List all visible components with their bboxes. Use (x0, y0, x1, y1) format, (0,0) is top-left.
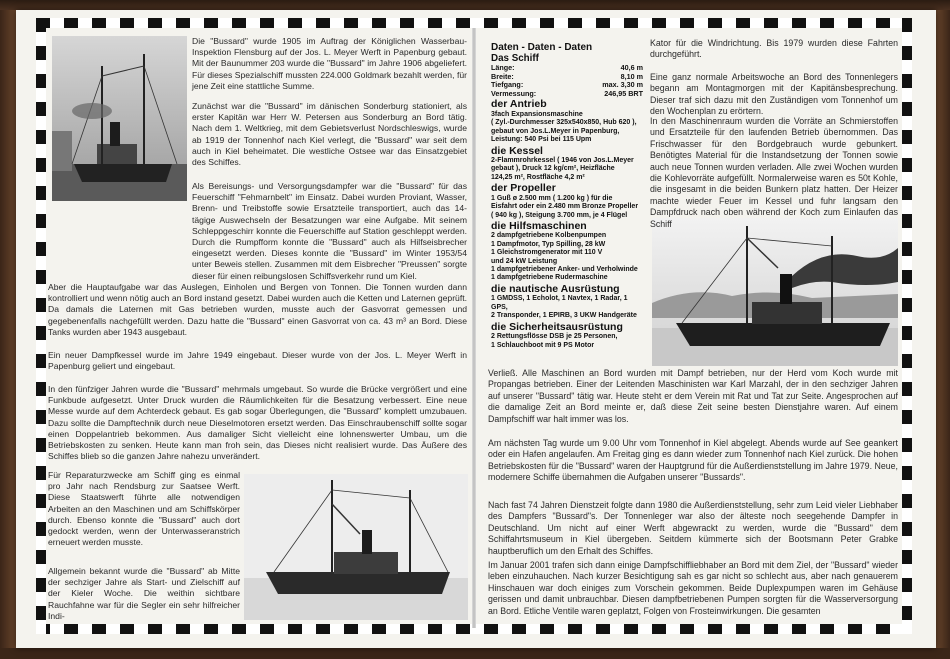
spec-line: 1 Dampfmotor, Typ Spilling, 28 kW (491, 240, 606, 248)
spec-heading-nautik: die nautische Ausrüstung (491, 282, 620, 295)
wood-background-right (936, 0, 950, 659)
spec-row: Breite: 8,10 m (491, 71, 643, 81)
spec-line: 2 dampfgetriebene Kolbenpumpen (491, 232, 607, 240)
spec-line: ( Zyl.-Durchmesser 325x540x850, Hub 620 ), (491, 119, 637, 127)
checker-border-right (902, 18, 912, 634)
spec-line: 2 Transponder, 1 EPIRB, 3 UKW Handgeräte (491, 312, 637, 320)
left-paragraph-6: In den fünfziger Jahren wurde die "Bussard" mehrmals umgebaut. So wurde die Brücke vergrößert und eine Funkbude aufgesetzt. Unter Druck wurden die Räumlichkeiten für die Besatzung verbessert. Eine neue Messe wurde auf dem Achterdeck gebaut. Es gab sogar Überlegungen, die "Bussard" komplett umzubauen. Dazu sollte die Dampftechnik durch neue Dieselmotoren ersetzt werden. Das Einschraubenschiff sollte sogar einen Doppelantrieb bekommen. Aus damaliger Sicht vielleicht eine lohnenswerter Umbau, um die Betriebskosten zu senken. Heute kann man froh sein, das Dieses nicht realisiert wurde. Das Äußere des Schiffes blieb so die ganzen Jahre nahezu unverändert. (48, 384, 467, 462)
specs-title: Daten - Daten - Daten (491, 42, 593, 53)
page-fold (472, 28, 476, 628)
spec-line: 2-Flammrohrkessel ( 1946 von Jos.L.Meyer (491, 157, 634, 164)
ship-photo-harbor (52, 36, 187, 201)
ship-photo-smoke (652, 218, 898, 366)
spec-line: Eisfahrt oder ein 2.480 mm Bronze Propeller (491, 203, 639, 211)
right-paragraph-4: Verließ. Alle Maschinen an Bord wurden mit Dampf betrieben, nur der Herd vom Koch wurde mit Propangas betrieben. Einer der Leitenden Maschinisten war Karl Marzahl, der in den sechziger Jahren auf unserer "Bussard" tätig war. Heute steht er dem Verein mit Rat und Tat zur Seite. Angesprochen auf die damalige Zeit an Bord meinte er, daß diese Zeit seine besten Dienstjahre waren. Auf einem Dampfschiff war halt immer was los. (488, 368, 898, 424)
spec-line: ( 940 kg ), Steigung 3.700 mm, je 4 Flügel (491, 211, 628, 219)
spec-line: 1 Gleichstromgenerator mit 110 V (491, 249, 603, 257)
spec-line: 1 Schlauchboot mit 9 PS Motor (491, 341, 595, 349)
spec-line: gebaut ), Druck 12 kg/cm², Heizfläche (491, 165, 615, 173)
checker-border-top (36, 18, 912, 28)
right-paragraph-1: Kator für die Windrichtung. Bis 1979 wurden diese Fahrten durchgeführt. (650, 38, 898, 60)
checker-border-left (36, 18, 46, 634)
spec-heading-hilfsmaschinen: die Hilfsmaschinen (491, 219, 587, 232)
spec-line: gebaut von Jos.L.Meyer in Papenburg, (491, 127, 620, 135)
spec-line: 2 Rettungsflösse DSB je 25 Personen, (491, 333, 618, 341)
spec-row: Vermessung: 246,95 BRT (491, 88, 643, 98)
spec-line: 1 dampfgetriebene Rudermaschine (491, 274, 608, 282)
left-paragraph-7: Für Reparaturzwecke am Schiff ging es einmal pro Jahr nach Rendsburg zur Saatsee Werft. Diese Staatswerft führte alle notwendigen Arbeiten an den Maschinen und am Schiffskörper durch. Ebenso konnte die "Bussard" auch dort gedockt werden, wenn der Unterwasseranstrich erneuert werden musste. (48, 470, 240, 548)
spec-line: 1 GMDSS, 1 Echolot, 1 Navtex, 1 Radar, 1 GPS, (491, 295, 628, 311)
left-paragraph-5: Ein neuer Dampfkessel wurde im Jahre 1949 eingebaut. Dieser wurde von der Jos. L. Meyer Werft in Papenburg geliert und eingebaut. (48, 350, 467, 372)
wood-background-top (0, 0, 950, 10)
right-paragraph-7: Im Januar 2001 trafen sich dann einige Dampfschiffliebhaber an Bord mit dem Ziel, der "Bussard" wieder leben einzuhauchen. Nach kurzer Besichtigung sah es gar nicht so schlecht aus, aber nach genauerem Hinschauen war doch einiges zum Vorschein gekommen. Beide Duplexpumpen waren im Gehäuse gerissen und damit unbrauchbar. Diesen dampfbetriebenen Pumpen sorgten für die Wasserversorgung an Bord. Etliche Ventile waren geplatzt, Folgen von Frosteinwirkungen. Die gesamten (488, 560, 898, 616)
spec-heading-antrieb: der Antrieb (491, 98, 547, 111)
right-paragraph-3: In den Maschinenraum wurden die Vorräte an Schmierstoffen und Ersatzteile für den laufenden Betrieb übernommen. Das Frischwasser für den Bordgebrauch wurde gebunkert. Benötigtes Material für die Instandsetzung der Tonnen sowie auch neue Tonnen wurden verladen. Alle zwei Wochen wurden die Kohlevorräte aufgefüllt. Normalerweise waren es 50t Kohle, die insgesamt in die beiden Bunkern platz hatten. Der Heizer machte wieder Feuer im Kessel und fuhr langsam den Dampfdruck nach oben während der Koch zum Einlaufen das Schiff (650, 116, 898, 229)
spec-line: 124,25 m², Rostfläche 4,2 m² (491, 173, 585, 181)
spec-line: und 24 kW Leistung (491, 257, 558, 265)
left-paragraph-3: Als Bereisungs- und Versorgungsdampfer war die "Bussard" für das Feuerschiff "Fehmarnbelt" im Einsatz. Dabei wurden Proviant, Wasser, Brenn- und Treibstoffe sowie Ersatzteile transportiert, auch das 14-tägige Auswechseln der Besatzungen war eine Aufgabe. Mit seinem Schleppgeschirr konnte die Feuerschiffe auf Station geschleppt werden. Durch die Rumpfform konnte die "Bussard" auch als Hilfseisbrecher eingesetzt werden. Dieses konnte die "Bussard" im Winter 1953/54 unter Beweis stellen. Zusammen mit dem Eisbrecher "Preussen" sorgte dieser für einen reibungslosen Schiffsverkehr rund um Kiel. (192, 181, 467, 281)
spec-heading-sicherheit: die Sicherheitsausrüstung (491, 320, 623, 333)
ship-photo-sea (244, 474, 468, 620)
wood-background-left (0, 0, 16, 659)
left-paragraph-1: Die "Bussard" wurde 1905 im Auftrag der Königlichen Wasserbau-Inspektion Flensburg auf der Jos. L. Meyer Werft in Papenburg gebaut. Mit der Baunummer 203 wurde die "Bussard" im Jahre 1906 abgeliefert. Für dieses Spezialschiff mussten 224.000 Goldmark bezahlt werden, für jene Zeit eine stattliche Summe. (192, 36, 467, 91)
spec-row: Tiefgang: max. 3,30 m (491, 80, 643, 90)
wood-background-bottom (0, 648, 950, 659)
spec-line: 1 Guß ø 2.500 mm ( 1.200 kg ) für die (491, 194, 613, 202)
spec-line: 1 dampfgetriebener Anker- und Verholwinde (491, 266, 638, 274)
left-paragraph-2: Zunächst war die "Bussard" im dänischen Sonderburg stationiert, als erster Kapitän war Herr W. Petersen aus Sonderburg an Bord tätig. Nach dem 1. Weltkrieg, mit dem Gebietsverlust Nordschleswigs, wurde ab 1919 der Tonnenhof nach Kiel verlegt, die "Bussard" war seit dem auch in Kiel beheimatet. Die westliche Ostsee war das Einsatzgebiet des Schiffes. (192, 101, 467, 168)
specs-ship-heading: Das Schiff (491, 53, 539, 64)
specs-box (491, 42, 643, 350)
spec-heading-kessel: die Kessel (491, 144, 543, 157)
spec-line: Leistung: 540 Psi bei 115 Upm (491, 136, 592, 144)
right-paragraph-6: Nach fast 74 Jahren Dienstzeit folgte dann 1980 die Außerdienststellung, sehr zum Leid vieler Liebhaber des Dampfers "Bussard"s. Der Tonnenleger war also der älteste noch seegehende Dampfer in Deutschland. Um nicht auf einer Werft abgewrackt zu werden, wurde die "Bussard" dem Schiffahrtsmuseum in Kiel übergeben. Seitdem kümmerte sich der Bootsmann Peter Grabke hauptberuflich um den Erhalt des Schiffes. (488, 500, 898, 556)
left-paragraph-4: Aber die Hauptaufgabe war das Auslegen, Einholen und Bergen von Tonnen. Die Tonnen wurden dann kontrolliert und wenn nötig auch an Bord instand gesetzt. Dabei wurden auch die Ketten und Laternen geprüft. Da damals die Laternen mit Gas betrieben wurden, musste auch der Gasvorrat gemessen und gegebenenfalls nachgefüllt werden. Dazu hatte die "Bussard" einen Gasvorrat von ca. 43 m³ an Bord. Diese Tanks wurden aber 1943 ausgebaut. (48, 282, 467, 337)
spec-row: Länge: 40,6 m (491, 63, 643, 72)
spec-line: 3fach Expansionsmaschine (491, 110, 583, 118)
right-paragraph-5: Am nächsten Tag wurde um 9.00 Uhr vom Tonnenhof in Kiel abgelegt. Abends wurde auf See geankert oder ein Hafen angelaufen. Am Freitag ging es dann wieder zum Tonnenhof nach Kiel zurück. Die hohen Betriebskosten für die "Bussard" waren der Hauptgrund für die Außerdienststellung im Jahre 1979. Neue, modernere Schiffe übernahmen die Aufgaben unserer "Bussards". (488, 438, 898, 483)
right-paragraph-2: Eine ganz normale Arbeitswoche an Bord des Tonnenlegers begann am Montagmorgen mit der Kapitänsbesprechung. Dieser traf sich dazu mit den Zuständigen vom Tonnenhof um den Wochenplan zu erörtern. (650, 72, 898, 117)
spec-heading-propeller: der Propeller (491, 182, 556, 195)
left-paragraph-8: Allgemein bekannt wurde die "Bussard" ab Mitte der sechziger Jahre als Start- und Zielschiff auf der Kieler Woche. Die weithin sichtbare Rauchfahne war für die Segler ein sehr hilfreicher Indi- (48, 566, 240, 621)
